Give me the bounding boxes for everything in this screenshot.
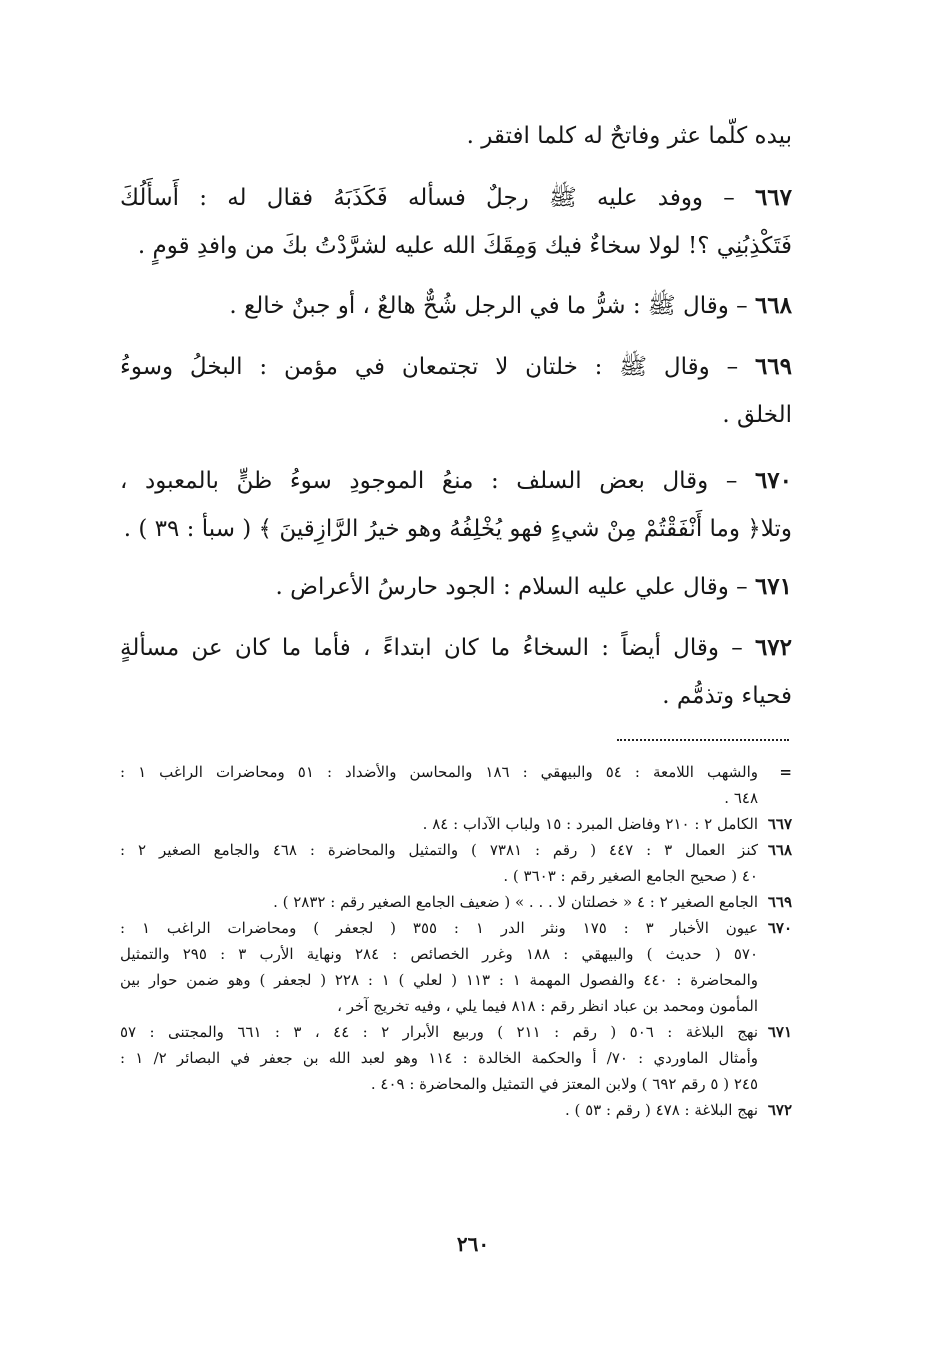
paragraph-line: ٦٦٧ – ووفد عليه ﷺ رجلٌ فسأله فَكَذَبَهُ فقال له : أَسأَلُكَ: [120, 184, 793, 211]
footnote-line: نهج البلاغة : ٤٧٨ ( رقم : ٥٣ ) .: [564, 1101, 758, 1119]
footnote-line: ٦٤٨ .: [724, 789, 758, 807]
footnote-number: ٦٧٠: [767, 919, 792, 937]
paragraph-672: [120, 624, 792, 720]
footnote-670: [120, 915, 792, 1019]
paragraph-line: ٦٧٠ – وقال بعض السلف : منعُ الموجودِ سوءُ ظنٍّ بالمعبود ،: [120, 467, 792, 494]
paragraph-670: [120, 457, 792, 553]
footnote-line: المأمون ومحمد بن عباد انظر رقم : ٨١٨ فيما يلي ، وفيه تخريج آخر ،: [337, 997, 758, 1015]
footnote-line: وأمثال الماوردي : ٧٠/ أ والحكمة الخالدة : ١١٤ وهو لعبد الله بن جعفر في البصائر ٢/ ١ :: [120, 1049, 758, 1067]
footnote-line: ٢٤٥ ( ٥ رقم ٦٩٢ ) ولابن المعتز في التمثيل والمحاضرة : ٤٠٩ .: [370, 1075, 758, 1093]
footnote-line: نهج البلاغة : ٥٠٦ ( رقم : ٢١١ ) وربيع الأبرار ٢ : ٤٤ ، ٣ : ٦٦١ والمجتنى : ٥٧: [120, 1023, 759, 1041]
footnote-669: [120, 889, 792, 915]
paragraph-line: الخلق .: [722, 402, 792, 428]
paragraph-line: ٦٦٩ – وقال ﷺ : خلتان لا تجتمعان في مؤمن : البخلُ وسوءُ: [120, 353, 793, 380]
paragraph-line: ٦٧٢ – وقال أيضاً : السخاءُ ما كان ابتداءً ، فأما ما كان عن مسألةٍ: [120, 634, 792, 661]
footnote-line: عيون الأخبار ٣ : ١٧٥ ونثر الدر ١ : ٣٥٥ ( لجعفر ) ومحاضرات الراغب ١ :: [120, 919, 759, 937]
paragraph-line: وتلا﴿ وما أَنْفَقْتُمْ مِنْ شيءٍ فهو يُخْلِفُهُ وهو خيرُ الرَّازِقينَ ﴾ ( سبأ : ٣٩ ) .: [123, 516, 792, 542]
paragraph-667: [120, 174, 792, 270]
paragraph-line: ٦٧١ – وقال علي عليه السلام : الجود حارسُ الأعراض .: [275, 573, 792, 600]
footnote-line: والمحاضرة : ٤٤٠ والفصول المهمة ١ : ١١٣ ( لعلي ) ١ : ٢٢٨ ( لجعفر ) وهو ضمن حوار بين: [120, 971, 758, 989]
footnote-line: ٤٠ ( صحيح الجامع الصغير رقم : ٣٦٠٣ ) .: [503, 867, 758, 885]
paragraph-number: ٦٧١: [754, 573, 792, 600]
footnote-number: ٦٦٧: [767, 815, 792, 833]
page-number: ٢٦٠: [456, 1232, 490, 1256]
paragraph-number: ٦٦٧: [754, 184, 793, 211]
footnote-continuation: [120, 759, 792, 811]
paragraph-number: ٦٧٠: [754, 467, 792, 494]
footnote-668: [120, 837, 792, 889]
footnote-number: ٦٧١: [767, 1023, 792, 1041]
paragraph-line: فَتَكْذِبُنِي ؟! لولا سخاءٌ فيك وَمِقَكَ الله عليه لشرَّدْتُ بكَ من وافدِ قومٍ .: [137, 233, 792, 259]
paragraph-number: ٦٧٢: [754, 634, 792, 661]
paragraph-number: ٦٦٨: [754, 292, 792, 319]
footnote-667: [120, 811, 792, 837]
footnote-line: والشهب اللامعة : ٥٤ والبيهقي : ١٨٦ والمحاسن والأضداد : ٥١ ومحاضرات الراغب ١ :: [120, 763, 758, 781]
paragraph-line: فحياء وتذمُّم .: [662, 683, 792, 709]
footnote-672: [120, 1097, 792, 1123]
footnote-number: ٦٧٢: [767, 1101, 792, 1119]
footnote-number: ٦٦٩: [767, 893, 792, 911]
footnote-line: كنز العمال ٣ : ٤٤٧ ( رقم : ٧٣٨١ ) والتمثيل والمحاضرة : ٤٦٨ والجامع الصغير ٢ :: [120, 841, 759, 859]
paragraph-number: ٦٦٩: [754, 353, 793, 380]
paragraph-671: [120, 563, 792, 611]
paragraph-669: [120, 343, 792, 439]
footnote-line: ٥٧٠ ( حديث ) والبيهقي : ١٨٨ وغرر الخصائص : ٢٨٤ ونهاية الأرب ٣ : ٢٩٥ والتمثيل: [120, 945, 758, 963]
footnote-671: [120, 1019, 792, 1097]
footnote-line: الكامل ٢ : ٢١٠ وفاضل المبرد : ١٥ ولباب الآداب : ٨٤ .: [422, 815, 758, 833]
paragraph-line: ٦٦٨ – وقال ﷺ : شرُّ ما في الرجل شُحٌّ هالعٌ ، أو جبنٌ خالع .: [229, 292, 792, 319]
continuation-text: [120, 112, 792, 160]
footnote-number: =: [779, 763, 792, 781]
paragraph-668: [120, 282, 792, 330]
footnote-line: الجامع الصغير ٢ : ٤ « خصلتان لا . . . » ( ضعيف الجامع الصغير رقم : ٢٨٣٢ ) .: [273, 893, 758, 911]
footnote-separator: [617, 739, 789, 741]
continuation-line: بيده كلّما عثر وفاتحٌ له كلما افتقر .: [466, 123, 792, 149]
footnotes: [120, 759, 792, 1123]
footnote-number: ٦٦٨: [767, 841, 792, 859]
